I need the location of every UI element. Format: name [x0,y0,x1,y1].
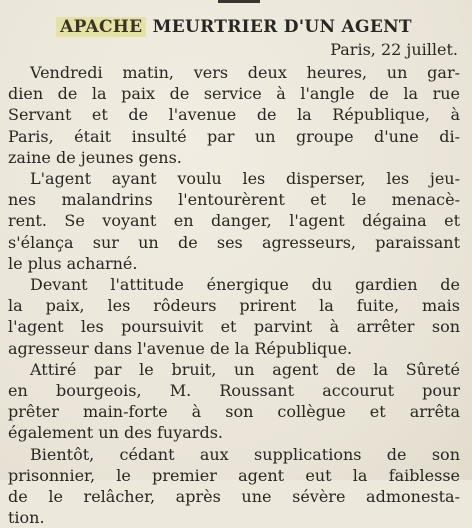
body-line: rent. Se voyant en danger, l'agent dégaina et [8,211,460,231]
body-line: tion. [8,508,45,528]
body-line: Vendredi matin, vers deux heures, un gar- [30,63,460,82]
body-line: dien de la paix de service à l'angle de la rue [8,84,460,104]
body-line: prisonnier, le premier agent eut la faiblesse [8,465,460,485]
body-line: zaine de jeunes gens. [8,147,182,167]
body-line: agresseur dans l'avenue de la République. [8,338,353,358]
dateline: Paris, 22 juillet. [330,40,458,59]
body-line: L'agent ayant voulu les disperser, les jeu- [30,169,460,189]
headline-rest: MEURTRIER D'UN AGENT [152,17,412,37]
article-body [8,62,460,528]
headline [8,14,460,40]
body-line: la paix, les rôdeurs prirent la fuite, mais [8,296,460,316]
body-line: Servant et de l'avenue de la République, à [8,105,460,125]
body-line: nes malandrins l'entourèrent et le menacè- [8,190,460,210]
top-rule [218,0,260,3]
body-line: également un des fuyards. [8,423,223,443]
body-line: Devant l'attitude énergique du gardien de [30,275,460,295]
body-line: l'agent les poursuivit et parvint à arrêter son [8,317,460,337]
body-line: Attiré par le bruit, un agent de la Sûreté [30,359,460,379]
body-line: de le relâcher, après une sévère admonesta- [8,487,460,507]
body-line: le plus acharné. [8,253,138,273]
headline-highlight: APACHE [56,17,146,37]
body-line: en bourgeois, M. Roussant accourut pour [8,381,460,401]
body-line: s'élança sur un de ses agresseurs, paraissant [8,232,460,252]
body-line: Bientôt, cédant aux supplications de son [30,444,460,464]
body-line: prêter main-forte à son collègue et arrêta [8,402,460,422]
body-line: Paris, était insulté par un groupe d'une di- [8,126,460,146]
